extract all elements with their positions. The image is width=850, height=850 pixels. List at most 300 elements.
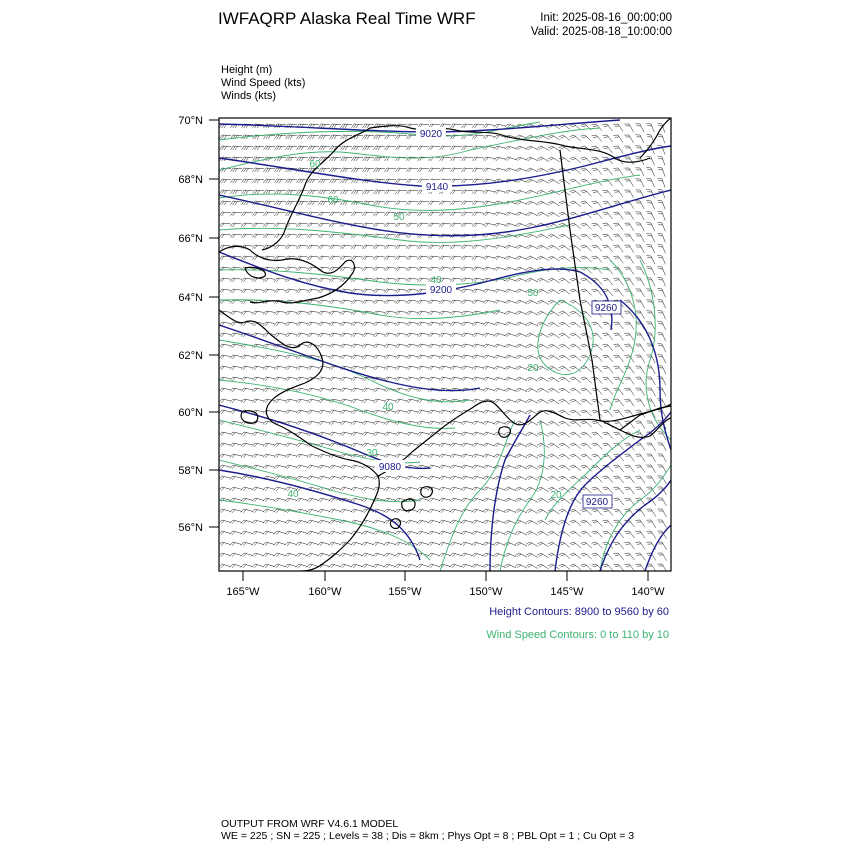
wind-barb [429,146,441,150]
wind-barb [657,388,666,396]
wind-barb [318,498,330,502]
lon-label: 165°W [226,586,260,598]
wind-barb [624,487,634,494]
wind-barb [285,355,297,359]
wind-barb [570,366,581,372]
wind-barb [592,421,603,428]
wind-contour [500,420,544,571]
wind-barb [406,256,418,260]
wind-barb [570,410,581,416]
wind-barb [559,344,570,349]
wind-barb [230,432,242,436]
wind-barb [592,223,603,230]
wind-barb [286,146,298,150]
wind-barb [428,454,440,458]
wind-contour [219,225,570,242]
wind-barb [428,520,440,524]
wind-barb [373,256,385,260]
wind-barb [635,399,644,407]
wind-barb [285,553,297,557]
wind-barb [570,322,581,328]
wind-barb [526,234,538,238]
wind-barb [417,278,429,282]
wind-barb [395,278,407,282]
wind-barb [417,476,429,480]
lon-label: 145°W [550,586,584,598]
wind-barb [483,377,495,381]
wind-label: 50 [393,212,405,223]
wind-barb [570,179,581,185]
wind-barb [417,223,429,227]
wind-barb [635,212,644,220]
wind-barb [406,377,418,381]
wind-barb [428,300,440,304]
wind-barb [505,256,517,260]
wind-barb [581,553,592,559]
wind-barb [362,388,374,392]
wind-barb [559,278,570,283]
wind-barb [581,377,592,383]
wind-barb [252,432,264,436]
wind-barb [581,300,592,306]
wind-barb [384,564,396,568]
wind-barb [384,223,396,227]
wind-barb [624,190,633,198]
wind-barb [515,300,527,304]
wind-barb [450,311,462,315]
wind-barb [472,476,484,480]
wind-barb [624,245,633,253]
wind-barb [461,421,473,425]
wind-barb [417,212,429,216]
wind-barb [351,322,363,326]
wind-barb [461,564,473,568]
wind-barb [417,201,429,205]
wind-barb [219,553,231,557]
wind-barb [581,289,592,295]
wind-barb [241,564,253,568]
wind-barb [472,333,484,337]
wind-barb [483,388,495,392]
wind-barb [635,388,644,396]
wind-barb [329,476,341,480]
wind-barb [330,124,342,128]
wind-barb [362,355,374,359]
wind-barb [219,520,231,524]
wind-barb [362,322,374,326]
wind-barb [219,465,231,469]
wind-barb [613,223,623,230]
wind-barb [230,289,242,293]
wind-barb [406,201,418,205]
wind-barb [450,355,462,359]
wind-barb [252,520,264,524]
wind-barb [592,355,603,362]
wind-barb [592,190,603,197]
wind-barb [351,344,363,348]
wind-barb [230,201,242,205]
wind-barb [263,168,275,172]
wind-barb [384,454,396,458]
wind-barb [307,256,319,260]
wind-barb [504,564,516,568]
wind-barb [548,476,560,481]
wind-barb [450,344,462,348]
wind-barb [613,234,623,241]
wind-barb [219,454,231,458]
wind-barb [504,509,516,513]
wind-barb [440,157,452,161]
wind-barb [515,333,527,337]
wind-barb [570,531,581,537]
wind-barb [504,553,516,557]
wind-barb [428,476,440,480]
wind-barb [515,443,527,447]
wind-barb [624,333,634,341]
wind-barb [274,311,286,315]
wind-barb [537,476,549,481]
wind-barb [406,443,418,447]
wind-barb [351,432,363,436]
wind-barb [307,454,319,458]
wind-barb [274,278,286,282]
wind-barb [242,146,254,150]
wind-barb [504,531,516,535]
wind-barb [526,256,538,260]
wind-barb [362,531,374,535]
wind-barb [646,322,655,330]
wind-barb [230,542,242,546]
wind-barb [515,278,527,282]
wind-barb [472,256,484,260]
wind-barb [526,212,538,216]
wind-barb [384,421,396,425]
wind-barb [263,377,275,381]
wind-barb [613,124,623,132]
wind-barb [614,564,624,571]
wind-barb [625,498,635,505]
wind-barb [329,388,341,392]
wind-barb [603,278,613,285]
wind-barb [351,553,363,557]
wind-barb [450,520,462,524]
wind-barb [439,311,451,315]
wind-barb [570,432,581,438]
wind-barb [428,256,440,260]
wind-barb [625,542,635,549]
wind-barb [406,553,418,557]
wind-barb [581,278,592,284]
wind-barb [581,168,592,174]
wind-barb [581,190,592,196]
wind-barb [658,156,666,165]
height-contour [490,415,530,571]
wind-barb [624,179,633,187]
wind-barb [439,564,451,568]
wind-barb [483,333,495,337]
wind-barb [428,421,440,425]
height-contour [219,405,430,468]
wind-barb [351,333,363,337]
wind-barb [395,355,407,359]
wind-barb [559,355,570,360]
wind-barb [406,212,418,216]
wind-barb [296,410,308,414]
wind-barb [515,366,527,370]
wind-barb [635,553,645,560]
wind-barb [285,399,297,403]
wind-barb [450,256,462,260]
wind-barb [417,520,429,524]
wind-barb [263,487,275,491]
wind-barb [603,443,614,450]
wind-barb [483,135,495,139]
wind-barb [252,190,264,194]
wind-barb [526,245,538,249]
wind-barb [526,146,538,150]
wind-barb [406,432,418,436]
wind-barb [263,454,275,458]
wind-barb [296,443,308,447]
wind-barb [230,366,242,370]
wind-barb [526,190,538,194]
wind-barb [515,289,527,293]
wind-barb [613,190,623,197]
wind-barb [351,498,363,502]
wind-barb [428,509,440,513]
wind-barb [274,443,286,447]
wind-barb [614,355,624,362]
wind-barb [307,509,319,513]
wind-contour [219,340,470,402]
wind-barb [351,520,363,524]
wind-barb [494,223,506,227]
wind-barb [373,190,385,194]
wind-barb [241,553,253,557]
wind-barb [417,344,429,348]
wind-barb [406,476,418,480]
wind-barb [537,531,549,536]
wind-barb [395,487,407,491]
wind-barb [635,278,644,286]
wind-barb [635,465,645,473]
lon-label: 155°W [388,586,422,598]
wind-barb [592,234,603,241]
wind-barb [230,443,242,447]
wind-barb [548,234,560,239]
wind-barb [296,531,308,535]
wind-barb [373,201,385,205]
wind-barb [230,300,242,304]
wind-barb [340,421,352,425]
wind-barb [472,443,484,447]
wind-barb [658,233,666,242]
wind-barb [340,509,352,513]
wind-barb [264,146,276,150]
wind-barb [307,388,319,392]
wind-barb [296,388,308,392]
wind-barb [504,542,516,546]
wind-barb [219,388,231,392]
wind-barb [230,388,242,392]
wind-barb [351,443,363,447]
wind-barb [548,322,560,327]
wind-barb [274,399,286,403]
wind-barb [526,388,538,392]
wind-barb [395,564,407,568]
wind-barb [274,267,286,271]
wind-barb [505,212,517,216]
wind-barb [340,311,352,315]
wind-barb [395,344,407,348]
wind-barb [395,168,407,172]
wind-barb [450,223,462,227]
wind-barb [274,487,286,491]
wind-barb [340,179,352,183]
wind-barb [242,157,254,161]
wind-barb [263,212,275,216]
wind-barb [417,564,429,568]
wind-barb [351,168,363,172]
wind-barb [274,245,286,249]
wind-barb [373,223,385,227]
wind-barb [296,245,308,249]
wind-barb [406,245,418,249]
wind-barb [657,399,666,407]
wind-barb [494,289,506,293]
wind-barb [241,388,253,392]
wind-barb [548,542,560,547]
wind-barb [395,399,407,403]
wind-barb [646,212,654,221]
wind-barb [603,476,614,483]
wind-barb [307,421,319,425]
wind-barb [395,553,407,557]
wind-barb [526,498,538,502]
wind-barb [461,179,473,183]
wind-barb [241,498,253,502]
wind-barb [570,201,581,207]
wind-barb [548,564,560,569]
wind-barb [657,322,665,331]
wind-barb [483,542,495,546]
wind-barb [537,278,549,283]
wind-barb [252,311,264,315]
wind-barb [581,223,592,229]
wind-barb [230,553,242,557]
wind-barb [406,322,418,326]
wind-barb [635,454,645,462]
wind-barb [646,454,655,462]
wind-barb [483,355,495,359]
wind-barb [515,355,527,359]
wind-barb [395,333,407,337]
wind-barb [296,421,308,425]
wind-barb [318,311,330,315]
wind-barb [362,476,374,480]
wind-barb [505,245,517,249]
model-output-line: OUTPUT FROM WRF V4.6.1 MODEL [221,818,399,830]
wind-barb [635,267,644,275]
wind-barb [351,267,363,271]
wind-barb [395,179,407,183]
wind-barb [635,421,645,429]
wind-barb [537,344,549,349]
wind-barb [418,146,430,150]
wind-barb [230,212,242,216]
wind-barb [263,553,275,557]
wind-barb [472,179,484,183]
wind-barb [461,223,473,227]
wind-barb [581,256,592,262]
wind-barb [646,377,655,385]
wind-barb [614,498,624,505]
wind-barb [526,432,538,436]
wind-barb [537,498,549,503]
wind-barb [635,366,644,374]
wind-barb [252,377,264,381]
wind-label: 60 [309,159,321,170]
wind-barb [559,201,570,206]
wind-barb [570,135,581,141]
wind-barb [406,520,418,524]
wind-barb [373,333,385,337]
wind-barb [428,443,440,447]
wind-barb [219,432,231,436]
wind-barb [603,234,613,241]
field-height-label: Height (m) [221,64,273,76]
wind-barb [274,201,286,205]
wind-barb [340,256,352,260]
wind-barb [362,333,374,337]
wind-barb [657,465,666,473]
wind-barb [461,443,473,447]
wind-label: 30 [366,448,378,459]
wind-barb [614,366,624,373]
wind-barb [329,410,341,414]
wind-barb [296,366,308,370]
longitude-axis [226,571,665,598]
wind-barb [450,278,462,282]
wind-barb [318,454,330,458]
wind-barb [483,190,495,194]
wind-barb [384,366,396,370]
wind-barb [548,201,560,206]
wind-barb [635,179,644,187]
wind-barb [548,135,560,140]
wind-barb [603,432,614,439]
wind-barb [461,465,473,469]
wind-barb [252,498,264,502]
wind-barb [559,476,570,482]
wind-barb [318,223,330,227]
wind-barb [263,498,275,502]
wind-barb [603,190,613,197]
wind-barb [614,432,624,439]
wind-barb [646,520,655,528]
wind-barb [483,410,495,414]
wind-barb [252,245,264,249]
wind-barb [230,509,242,513]
wind-barb [461,509,473,513]
wind-barb [515,245,527,249]
wind-barb [505,300,517,304]
wind-barb [646,267,655,275]
wind-barb [472,366,484,370]
wind-barb [307,322,319,326]
wind-barb [362,245,374,249]
wind-barb [483,267,495,271]
